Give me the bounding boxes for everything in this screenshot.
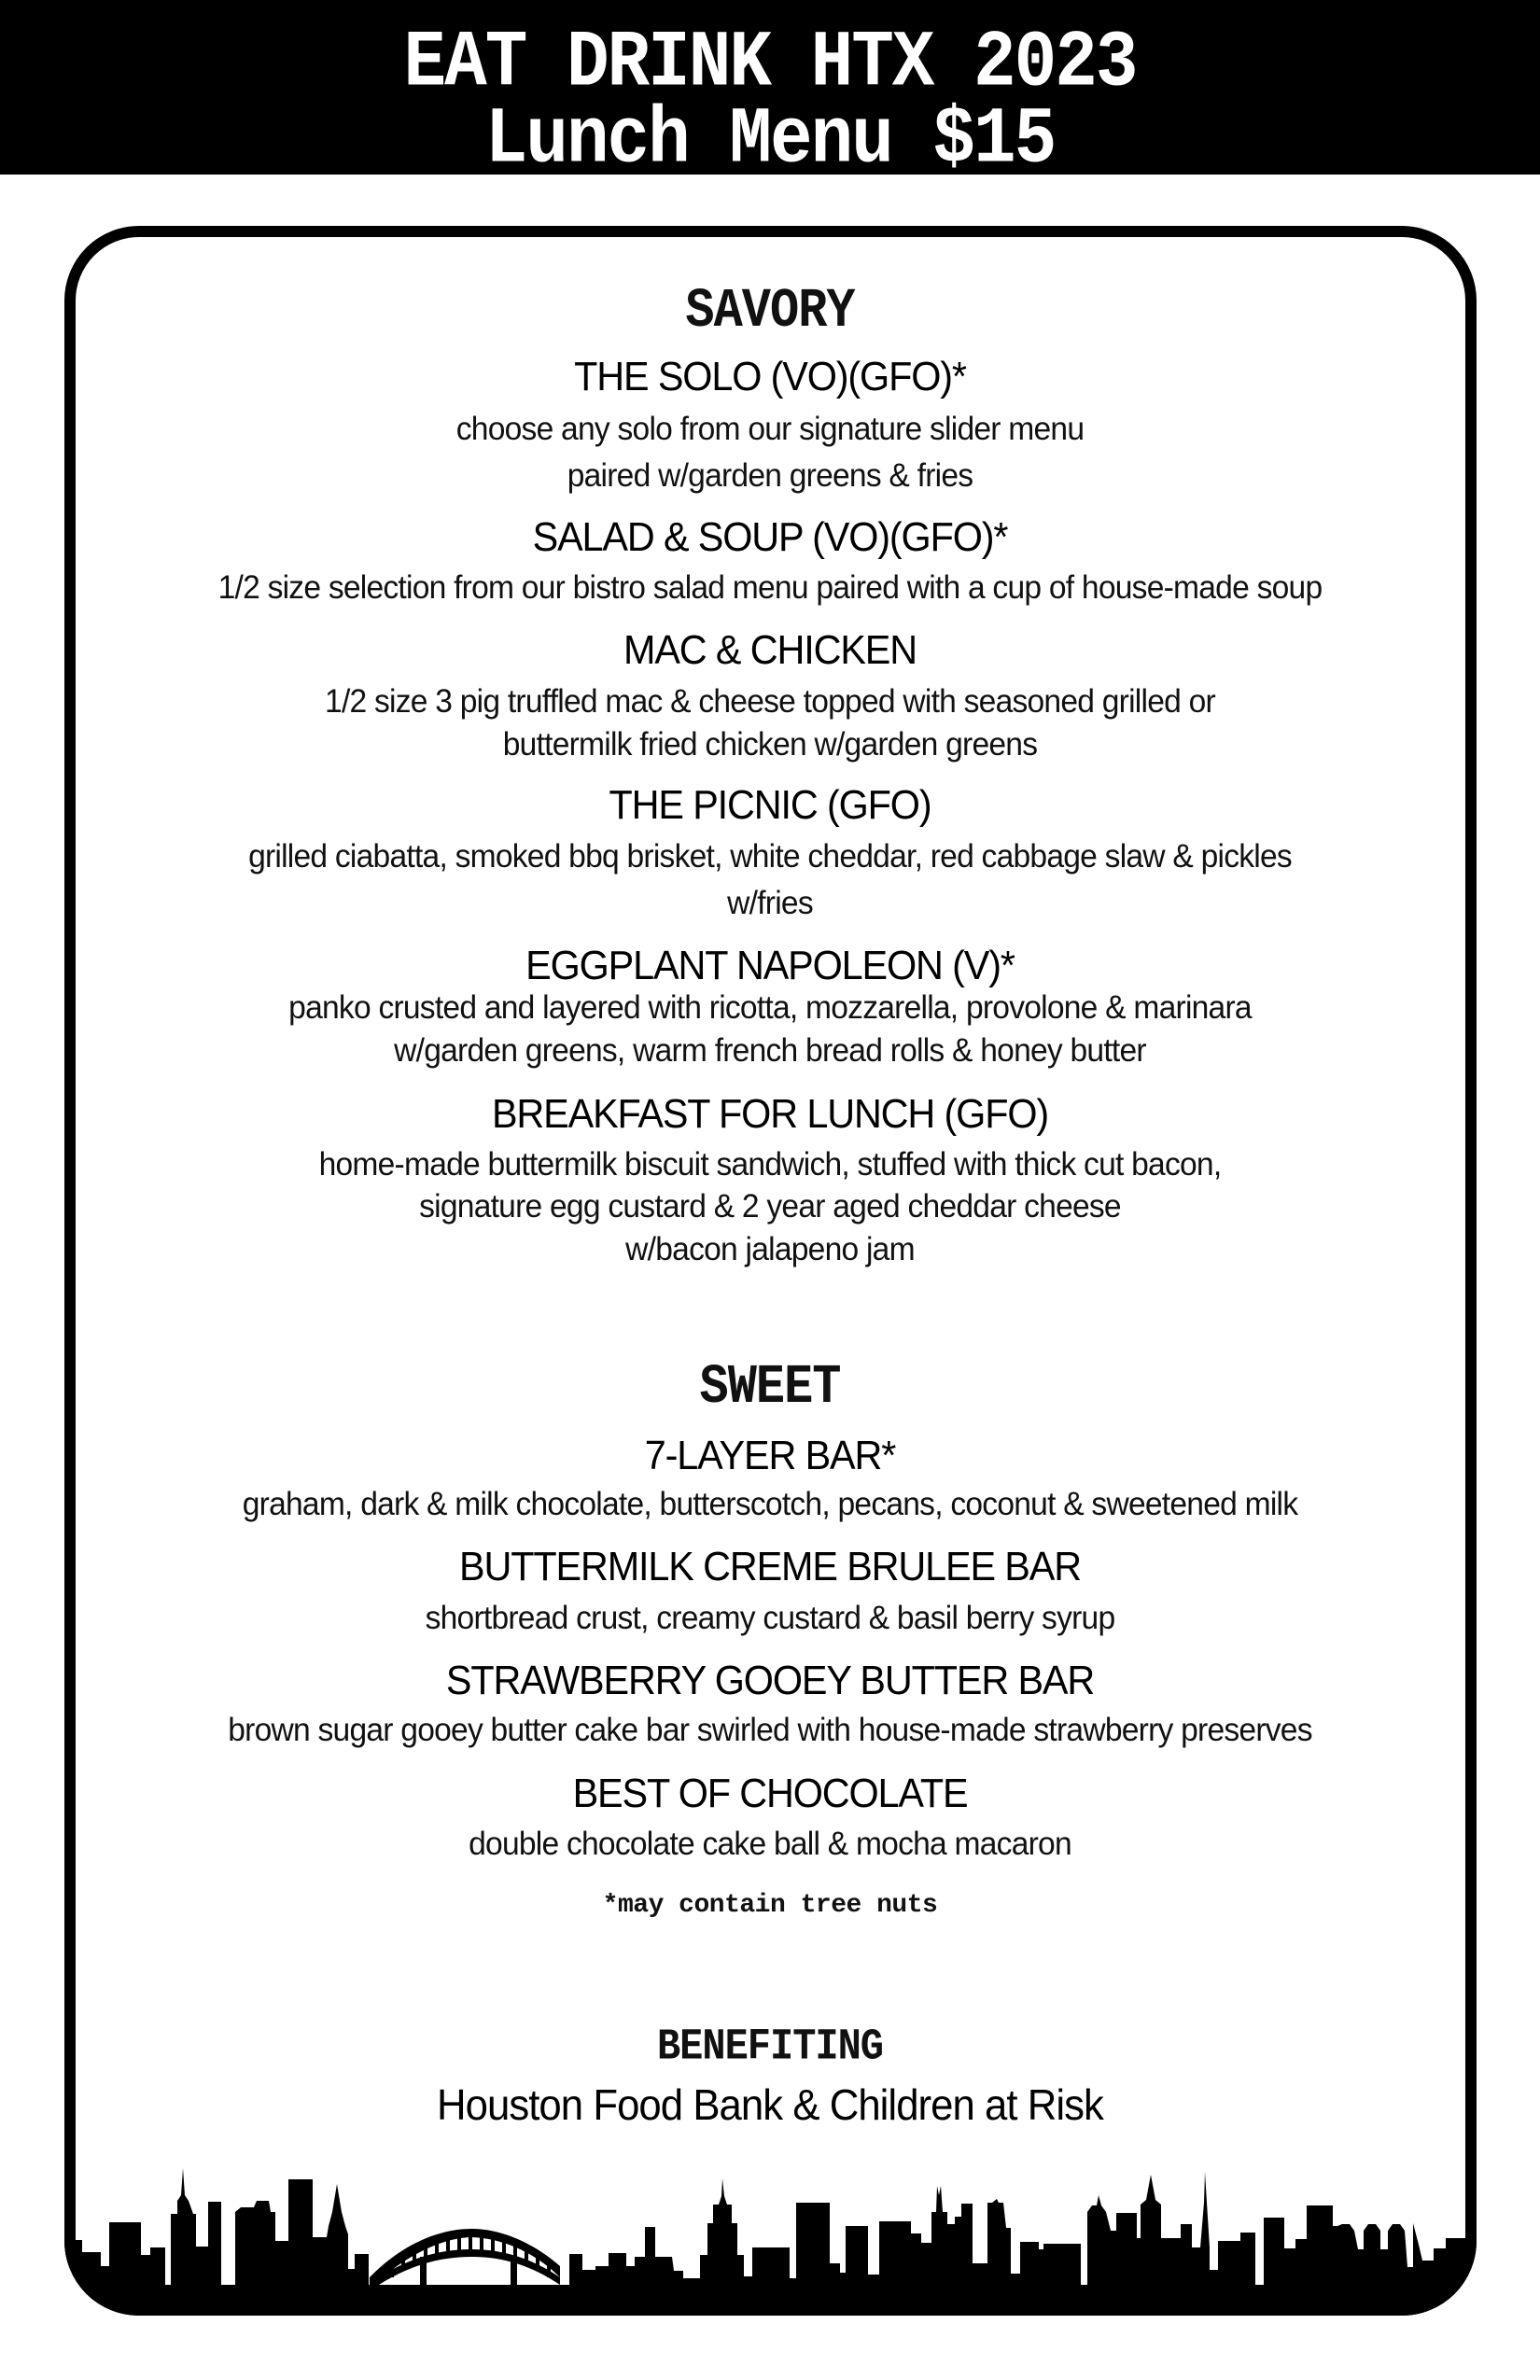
menu-item-description: w/bacon jalapeno jam bbox=[625, 1231, 915, 1267]
menu-item-title: BUTTERMILK CREME BRULEE BAR bbox=[459, 1544, 1081, 1589]
benefiting-charities: Houston Food Bank & Children at Risk bbox=[437, 2080, 1103, 2129]
menu-item-title: THE SOLO (VO)(GFO)* bbox=[574, 354, 966, 399]
menu-item-description: buttermilk fried chicken w/garden greens bbox=[502, 726, 1038, 763]
menu-item-description: panko crusted and layered with ricotta, mozzarella, provolone & marinara bbox=[288, 989, 1252, 1026]
menu-item-title: BREAKFAST FOR LUNCH (GFO) bbox=[491, 1091, 1049, 1137]
menu-item-description: paired w/garden greens & fries bbox=[567, 457, 973, 494]
menu-item-description: graham, dark & milk chocolate, butterscotch, pecans, coconut & sweetened milk bbox=[242, 1486, 1298, 1522]
menu-item-description: shortbread crust, creamy custard & basil berry syrup bbox=[425, 1600, 1115, 1636]
menu-item-title: BEST OF CHOCOLATE bbox=[572, 1771, 968, 1816]
menu-item-description: w/fries bbox=[727, 885, 813, 921]
menu-item-description: w/garden greens, warm french bread rolls & honey butter bbox=[394, 1032, 1146, 1069]
menu-item-title: THE PICNIC (GFO) bbox=[609, 782, 931, 828]
menu-price-title: Lunch Menu $15 bbox=[484, 94, 1056, 186]
menu-item-description: double chocolate cake ball & mocha macaron bbox=[469, 1826, 1071, 1862]
menu-item-description: 1/2 size selection from our bistro salad menu paired with a cup of house-made soup bbox=[217, 569, 1323, 606]
benefiting-heading: BENEFITING bbox=[656, 2022, 884, 2072]
menu-item-title: SALAD & SOUP (VO)(GFO)* bbox=[532, 514, 1008, 560]
menu-item-title: STRAWBERRY GOOEY BUTTER BAR bbox=[445, 1658, 1095, 1703]
allergen-footnote: *may contain tree nuts bbox=[602, 1891, 938, 1920]
menu-item-description: grilled ciabatta, smoked bbq brisket, white cheddar, red cabbage slaw & pickles bbox=[248, 838, 1292, 875]
menu-item-title: MAC & CHICKEN bbox=[623, 627, 917, 673]
section-heading-savory: SAVORY bbox=[685, 279, 855, 343]
menu-item-description: 1/2 size 3 pig truffled mac & cheese topped with seasoned grilled or bbox=[325, 683, 1215, 720]
menu-item-description: signature egg custard & 2 year aged cheddar cheese bbox=[419, 1188, 1121, 1225]
event-title: EAT DRINK HTX 2023 bbox=[403, 18, 1137, 109]
section-heading-sweet: SWEET bbox=[699, 1355, 841, 1420]
menu-item-description: home-made buttermilk biscuit sandwich, stuffed with thick cut bacon, bbox=[318, 1146, 1222, 1183]
menu-item-description: choose any solo from our signature slider menu bbox=[455, 411, 1085, 447]
menu-item-description: brown sugar gooey butter cake bar swirled with house-made strawberry preserves bbox=[228, 1712, 1312, 1748]
menu-item-title: EGGPLANT NAPOLEON (V)* bbox=[525, 943, 1015, 988]
menu-item-title: 7-LAYER BAR* bbox=[644, 1433, 896, 1478]
